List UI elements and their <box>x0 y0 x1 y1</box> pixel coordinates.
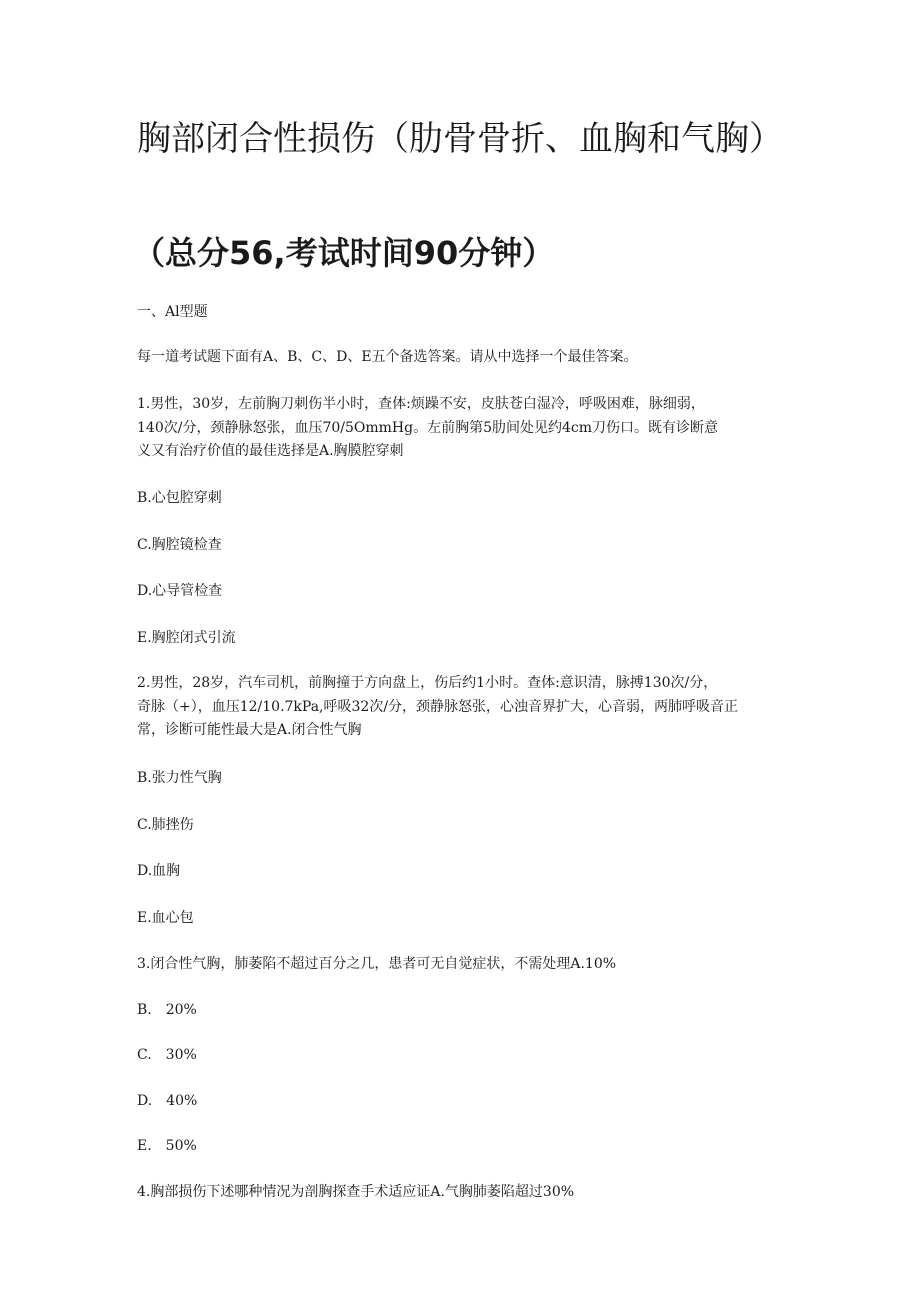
section-heading: 一、Al型题 <box>137 304 208 320</box>
document-title: 胸部闭合性损伤（肋骨骨折、血胸和气胸） <box>137 119 783 159</box>
question-2-stem-line: 2.男性，28岁，汽车司机，前胸撞于方向盘上，伤后约1小时。查体:意识清，脉搏130次/分， <box>137 675 718 691</box>
question-2-option-d: D.血胸 <box>137 863 181 879</box>
question-2-stem-line: 奇脉（+），血压12/10.7kPa,呼吸32次/分，颈静脉怒张，心浊音界扩大，心音弱，两肺呼吸音正 <box>137 698 739 715</box>
question-2-stem <box>137 672 817 743</box>
question-1-option-b: B.心包腔穿刺 <box>137 490 222 506</box>
question-3-option-d: D. 40% <box>137 1093 198 1109</box>
question-2-option-c: C.肺挫伤 <box>137 817 194 833</box>
question-1-option-e: E.胸腔闭式引流 <box>137 630 236 646</box>
document-subtitle: （总分56,考试时间90分钟） <box>133 234 555 272</box>
question-3-stem: 3.闭合性气胸，肺萎陷不超过百分之几，患者可无自觉症状，不需处理A.10% <box>137 956 617 972</box>
question-3-option-e: E. 50% <box>137 1138 197 1154</box>
question-2-option-b: B.张力性气胸 <box>137 770 222 786</box>
question-2-stem-line: 常，诊断可能性最大是A.闭合性气胸 <box>137 722 362 738</box>
question-1-stem-line: 义又有治疗价值的最佳选择是A.胸膜腔穿刺 <box>137 443 404 459</box>
question-1-stem <box>137 393 817 464</box>
question-3-option-c: C. 30% <box>137 1047 197 1063</box>
question-4-stem: 4.胸部损伤下述哪种情况为剖胸探查手术适应证A.气胸肺萎陷超过30% <box>137 1184 575 1200</box>
question-1-option-c: C.胸腔镜检查 <box>137 537 222 553</box>
question-1-option-d: D.心导管检查 <box>137 583 223 599</box>
question-1-stem-line: 140次/分，颈静脉怒张，血压70/5OmmHg。左前胸第5肋间处见约4cm刀伤口。既有诊断意 <box>137 419 719 436</box>
instructions: 每一道考试题下面有A、B、C、D、E五个备选答案。请从中选择一个最佳答案。 <box>137 349 638 365</box>
question-2-option-e: E.血心包 <box>137 910 194 926</box>
question-3-option-b: B. 20% <box>137 1002 197 1018</box>
question-1-stem-line: 1.男性，30岁，左前胸刀刺伤半小时，查体:烦躁不安，皮肤苍白湿冷，呼吸困难，脉细弱， <box>137 396 705 412</box>
